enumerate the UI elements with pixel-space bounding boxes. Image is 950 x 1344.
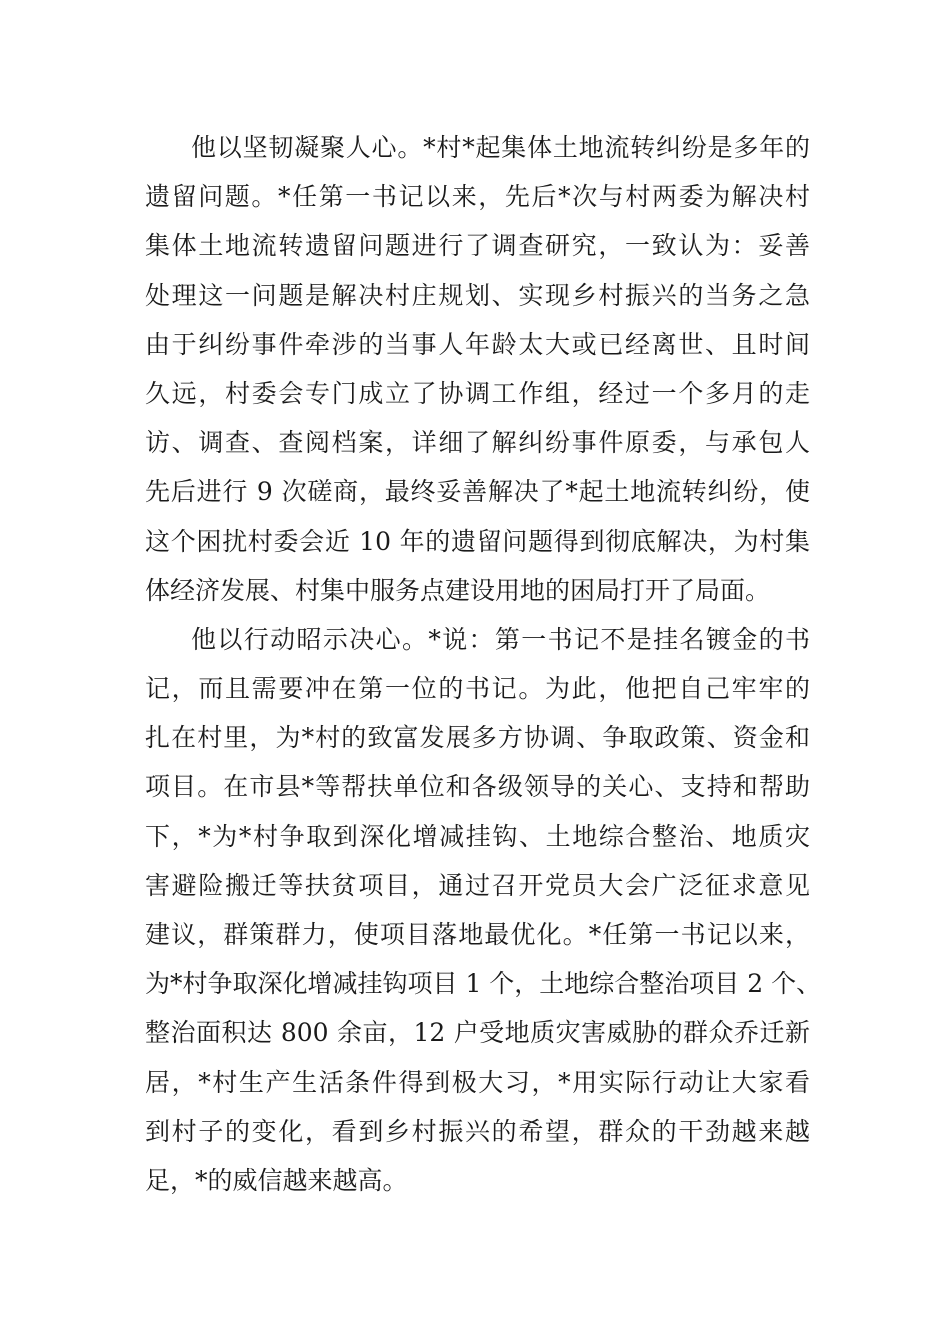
paragraph-line: 居，*村生产生活条件得到极大习，*用实际行动让大家看: [145, 1067, 810, 1097]
paragraph-line: 他以行动昭示决心。*说：第一书记不是挂名镀金的书: [191, 624, 810, 654]
paragraph-line: 久远，村委会专门成立了协调工作组，经过一个多月的走: [145, 378, 810, 408]
paragraph-line: 到村子的变化，看到乡村振兴的希望，群众的干劲越来越: [145, 1116, 810, 1146]
paragraph-1: [145, 123, 810, 615]
paragraph-line: 足，*的威信越来越高。: [145, 1165, 408, 1195]
paragraph-line: 害避险搬迁等扶贫项目，通过召开党员大会广泛征求意见: [145, 870, 810, 900]
paragraph-line: 项目。在市县*等帮扶单位和各级领导的关心、支持和帮助: [145, 772, 810, 802]
paragraph-line: 扎在村里，为*村的致富发展多方协调、争取政策、资金和: [145, 723, 810, 753]
paragraph-line: 建议，群策群力，使项目落地最优化。*任第一书记以来，: [145, 920, 810, 949]
paragraph-line: 下，*为*村争取到深化增减挂钩、土地综合整治、地质灾: [145, 821, 810, 851]
paragraph-line: 记，而且需要冲在第一位的书记。为此，他把自己牢牢的: [145, 674, 810, 704]
document-body: [145, 123, 822, 1205]
paragraph-line: 为*村争取深化增减挂钩项目 1 个，土地综合整治项目 2 个、: [145, 969, 822, 999]
paragraph-line: 遗留问题。*任第一书记以来，先后*次与村两委为解决村: [145, 182, 810, 212]
paragraph-line: 体经济发展、村集中服务点建设用地的困局打开了局面。: [145, 575, 771, 605]
paragraph-line: 先后进行 9 次磋商，最终妥善解决了*起土地流转纠纷，使: [145, 477, 810, 507]
paragraph-line: 由于纠纷事件牵涉的当事人年龄太大或已经离世、且时间: [145, 329, 810, 359]
paragraph-line: 这个困扰村委会近 10 年的遗留问题得到彻底解决，为村集: [145, 526, 810, 556]
paragraph-line: 处理这一问题是解决村庄规划、实现乡村振兴的当务之急: [145, 280, 810, 310]
paragraph-line: 访、调查、查阅档案，详细了解纠纷事件原委，与承包人: [145, 428, 810, 458]
paragraph-2: [145, 615, 822, 1205]
paragraph-line: 整治面积达 800 余亩，12 户受地质灾害威胁的群众乔迁新: [145, 1018, 810, 1048]
paragraph-line: 他以坚韧凝聚人心。*村*起集体土地流转纠纷是多年的: [191, 133, 810, 162]
paragraph-line: 集体土地流转遗留问题进行了调查研究，一致认为：妥善: [145, 231, 810, 261]
